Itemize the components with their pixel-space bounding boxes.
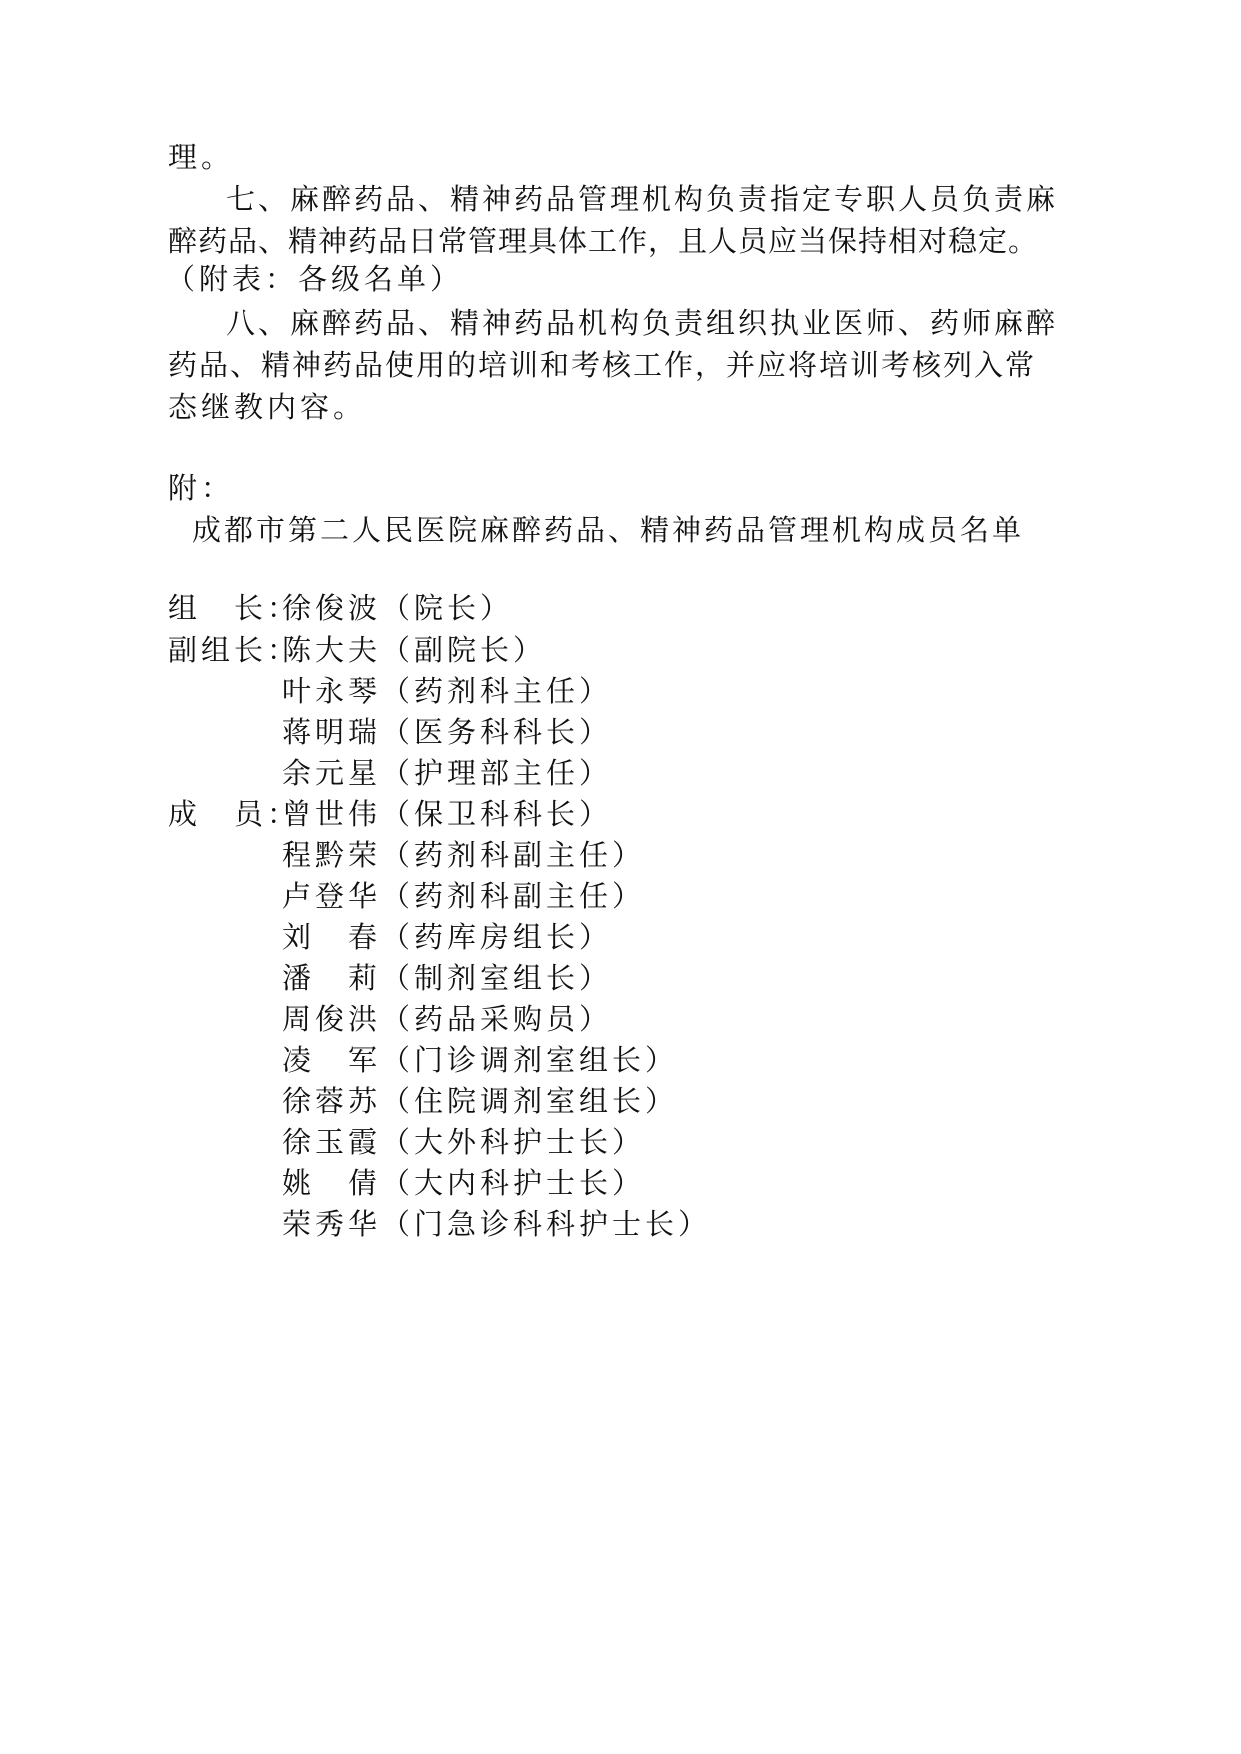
member-name: 潘 莉	[282, 961, 382, 995]
paragraph-continuation: 理。	[168, 140, 235, 174]
member-name: 卢登华	[282, 879, 382, 913]
deputy-label: 副组长：	[168, 633, 301, 667]
member-role: （药剂科副主任）	[381, 879, 646, 913]
roster-entry	[282, 1160, 645, 1206]
member-name: 周俊洪	[282, 1002, 382, 1036]
roster-entry	[282, 709, 612, 755]
member-role: （药库房组长）	[381, 920, 613, 954]
member-role: （副院长）	[381, 633, 547, 667]
roster-entry	[282, 627, 546, 673]
member-name: 姚 倩	[282, 1166, 382, 1200]
member-role: （药品采购员）	[381, 1002, 613, 1036]
member-name: 徐俊波	[282, 591, 382, 625]
member-role: （大外科护士长）	[381, 1125, 646, 1159]
member-name: 余元星	[282, 756, 382, 790]
member-role: （保卫科科长）	[381, 797, 613, 831]
roster-entry	[282, 1201, 711, 1247]
paragraph-7-line-3: （附表：各级名单）	[166, 262, 464, 296]
roster-entry	[282, 791, 612, 837]
member-name: 陈大夫	[282, 633, 382, 667]
roster-entry	[282, 1119, 645, 1165]
member-role: （住院调剂室组长）	[381, 1084, 679, 1118]
member-name: 荣秀华	[282, 1207, 382, 1241]
member-role: （门急诊科科护士长）	[381, 1207, 712, 1241]
paragraph-7-line-2: 醉药品、精神药品日常管理具体工作，且人员应当保持相对稳定。	[168, 224, 1039, 258]
member-label: 成 员：	[168, 797, 301, 831]
member-role: （药剂科副主任）	[381, 838, 646, 872]
member-name: 徐蓉苏	[282, 1084, 382, 1118]
appendix-title: 成都市第二人民医院麻醉药品、精神药品管理机构成员名单	[192, 513, 1025, 547]
member-role: （护理部主任）	[381, 756, 613, 790]
member-role: （制剂室组长）	[381, 961, 613, 995]
roster-entry	[282, 832, 645, 878]
member-role: （医务科科长）	[381, 715, 613, 749]
roster-entry	[282, 955, 612, 1001]
member-name: 程黔荣	[282, 838, 382, 872]
paragraph-8-line-3: 态继教内容。	[168, 390, 367, 424]
roster-entry	[282, 914, 612, 960]
member-role: （院长）	[381, 591, 514, 625]
roster-entry	[282, 585, 513, 631]
roster-entry	[282, 996, 612, 1042]
member-role: （大内科护士长）	[381, 1166, 646, 1200]
member-name: 徐玉霞	[282, 1125, 382, 1159]
roster-entry	[282, 1078, 678, 1124]
member-name: 凌 军	[282, 1043, 382, 1077]
member-name: 叶永琴	[282, 674, 382, 708]
roster-entry	[282, 873, 645, 919]
paragraph-7-line-1: 七、麻醉药品、精神药品管理机构负责指定专职人员负责麻	[226, 182, 1059, 216]
paragraph-8-line-2: 药品、精神药品使用的培训和考核工作，并应将培训考核列入常	[168, 348, 1037, 382]
member-name: 蒋明瑞	[282, 715, 382, 749]
member-role: （门诊调剂室组长）	[381, 1043, 679, 1077]
leader-label: 组 长：	[168, 591, 301, 625]
roster-entry	[282, 1037, 678, 1083]
member-name: 曾世伟	[282, 797, 382, 831]
roster-entry	[282, 750, 612, 796]
roster-entry	[282, 668, 612, 714]
member-name: 刘 春	[282, 920, 382, 954]
appendix-label: 附：	[168, 471, 235, 505]
paragraph-8-line-1: 八、麻醉药品、精神药品机构负责组织执业医师、药师麻醉	[226, 306, 1059, 340]
member-role: （药剂科主任）	[381, 674, 613, 708]
